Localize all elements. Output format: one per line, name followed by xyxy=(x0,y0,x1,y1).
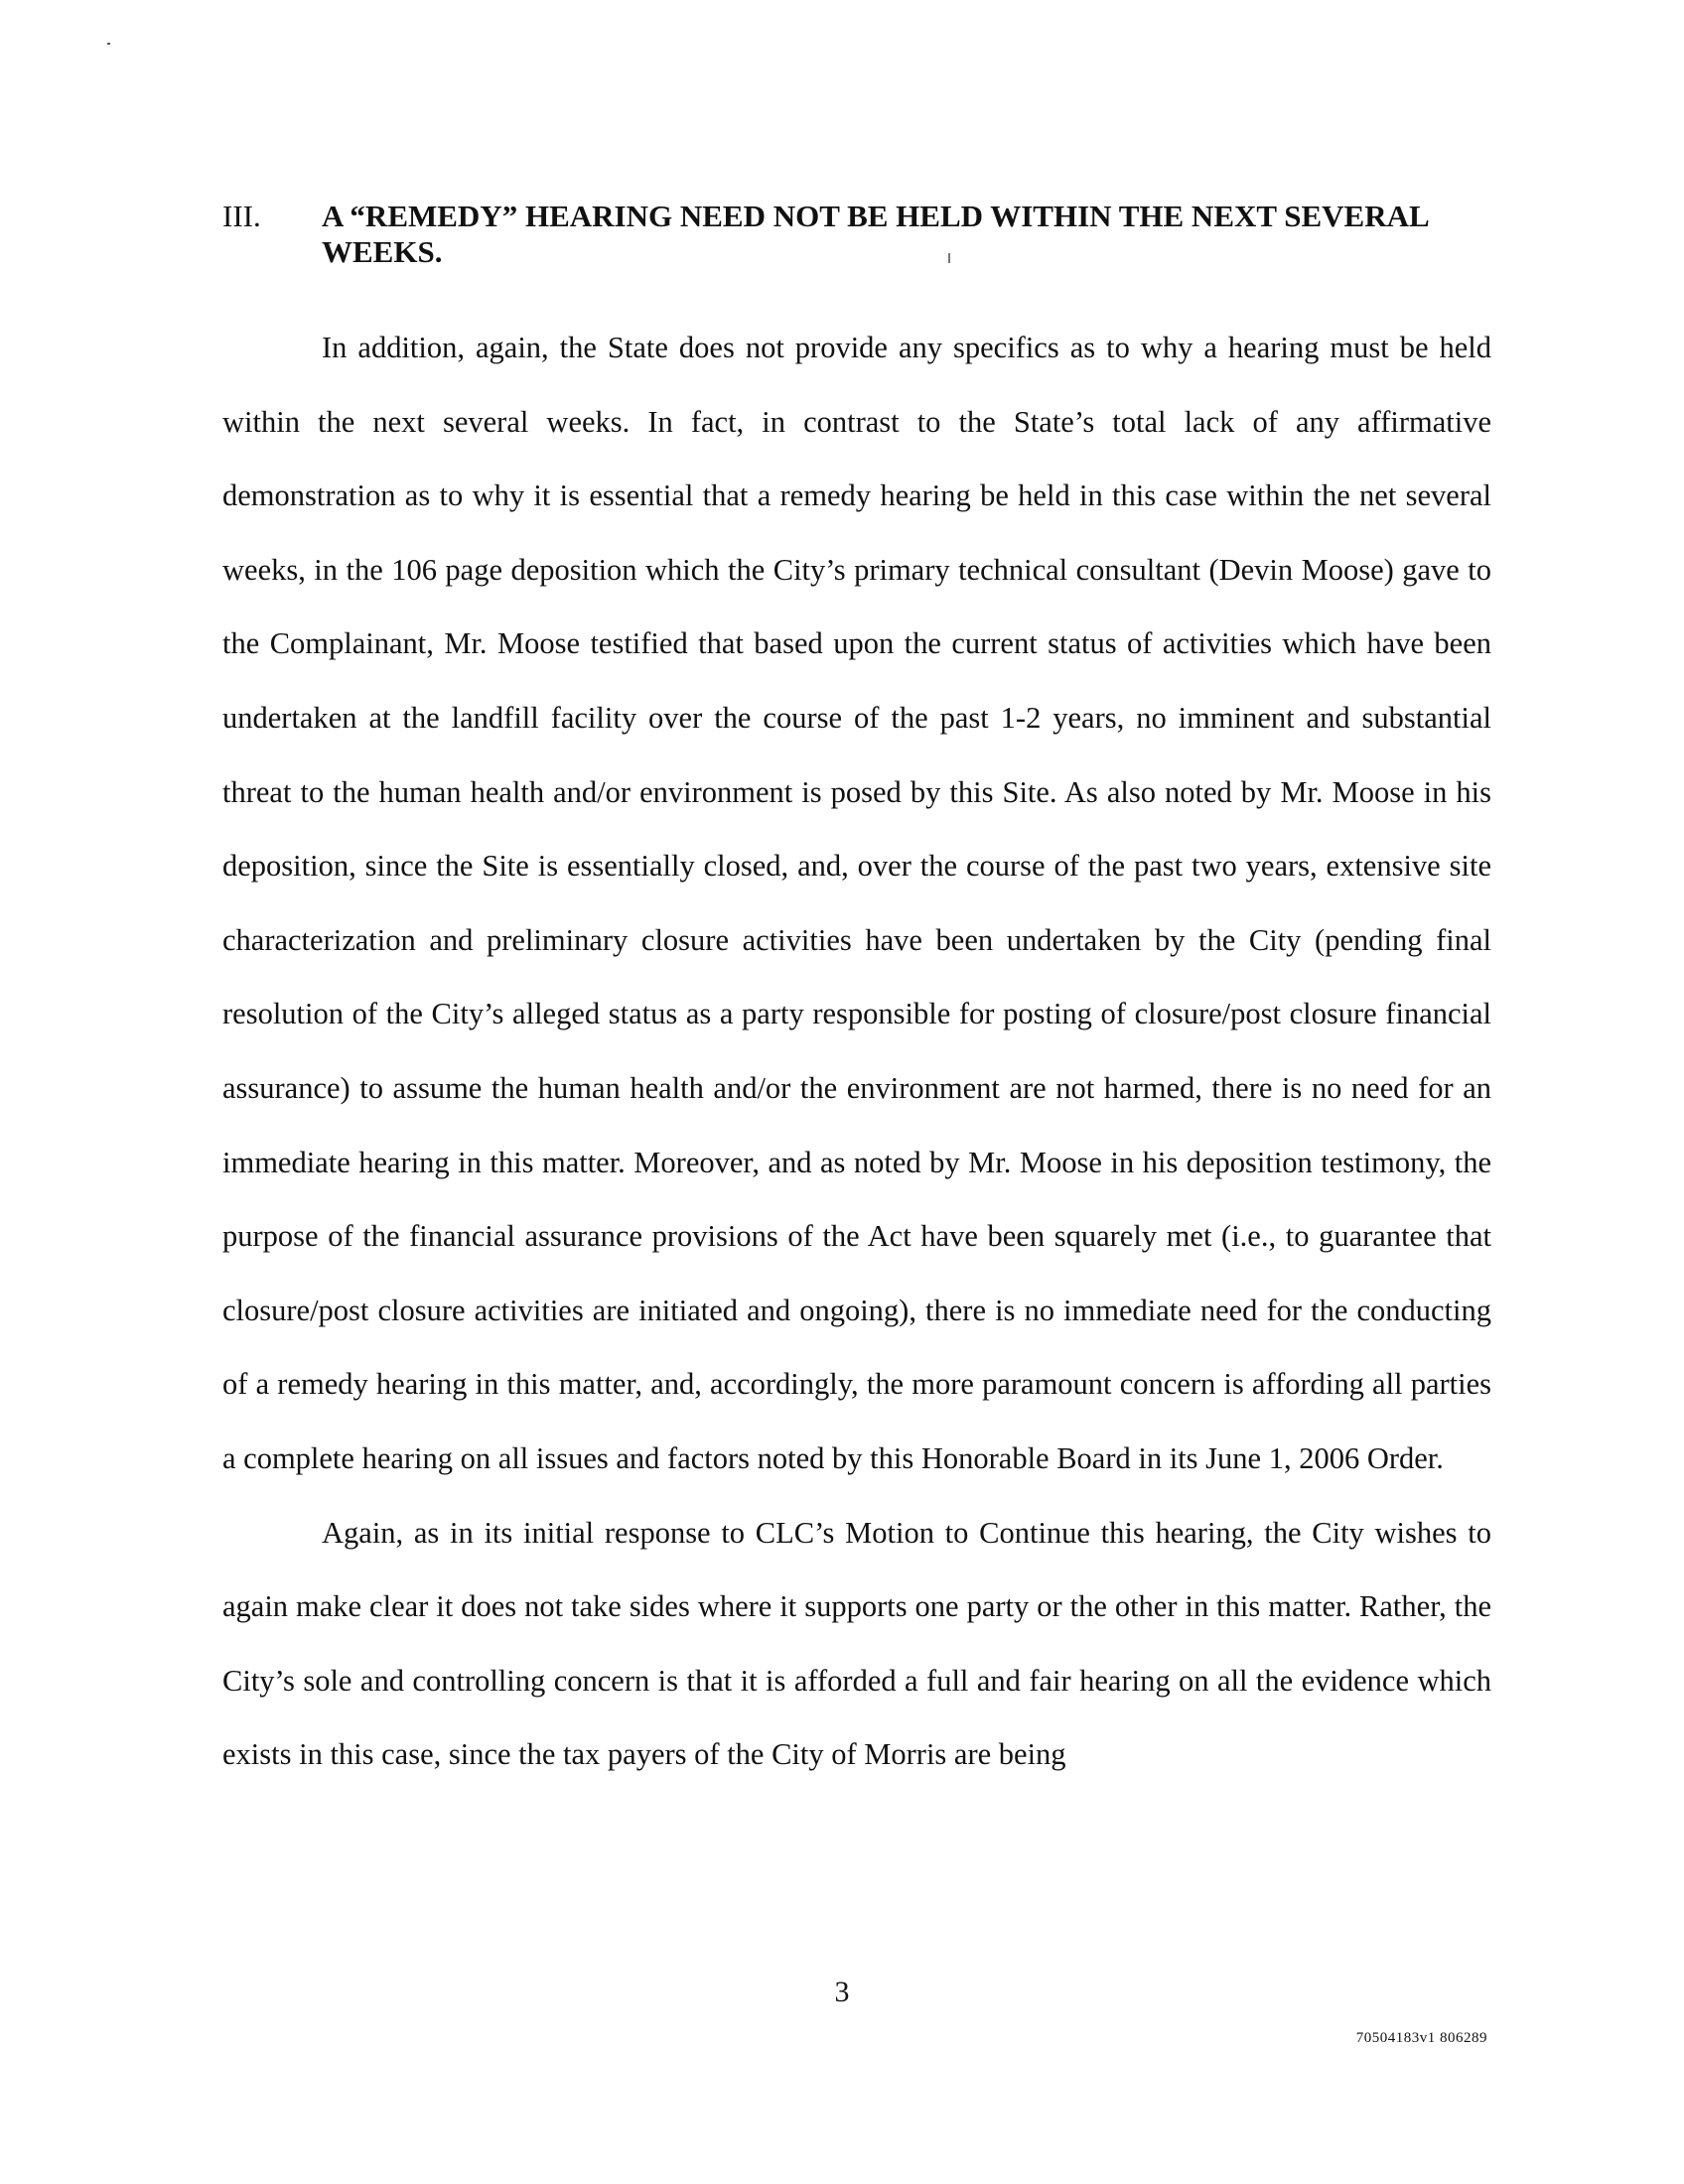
document-id: 70504183v1 806289 xyxy=(1355,2030,1487,2046)
page-number: 3 xyxy=(834,1976,850,2008)
section-numeral: III. xyxy=(222,199,261,233)
section-heading xyxy=(222,199,1503,270)
scan-artifact-dot xyxy=(107,43,110,45)
body-text xyxy=(222,311,1491,1792)
paragraph-2: Again, as in its initial response to CLC’s Motion to Continue this hearing, the City wishes to again make clear it does not take sides where it supports one party or the other in this matter. Rather, the City’s sole and controlling concern is that it is afforded a full and fair hearing on all the evidence which exists in this case, since the tax payers of the City of Morris are being xyxy=(222,1515,1491,1772)
paragraph-1: In addition, again, the State does not provide any specifics as to why a hearing must be held within the next several weeks. In fact, in contrast to the State’s total lack of any affirmative demonstration as to why it is essential that a remedy hearing be held in this case within the net several weeks, in the 106 page deposition which the City’s primary technical consultant (Devin Moose) gave to the Complainant, Mr. Moose testified that based upon the current status of activities which have been undertaken at the landfill facility over the course of the past 1-2 years, no imminent and substantial threat to the human health and/or environment is posed by this Site. As also noted by Mr. Moose in his deposition, since the Site is essentially closed, and, over the course of the past two years, extensive site characterization and preliminary closure activities have been undertaken by the City (pending final resolution of the City’s alleged status as a party responsible for posting of closure/post closure financial assurance) to assume the human health and/or the environment are not harmed, there is no need for an immediate hearing in this matter. Moreover, and as noted by Mr. Moose in his deposition testimony, the purpose of the financial assurance provisions of the Act have been squarely met (i.e., to guarantee that closure/post closure activities are initiated and ongoing), there is no immediate need for the conducting of a remedy hearing in this matter, and, accordingly, the more paramount concern is affording all parties a complete hearing on all issues and factors noted by this Honorable Board in its June 1, 2006 Order. xyxy=(222,331,1491,1475)
section-title: A “REMEDY” HEARING NEED NOT BE HELD WITHIN THE NEXT SEVERAL WEEKS. xyxy=(322,199,1428,269)
